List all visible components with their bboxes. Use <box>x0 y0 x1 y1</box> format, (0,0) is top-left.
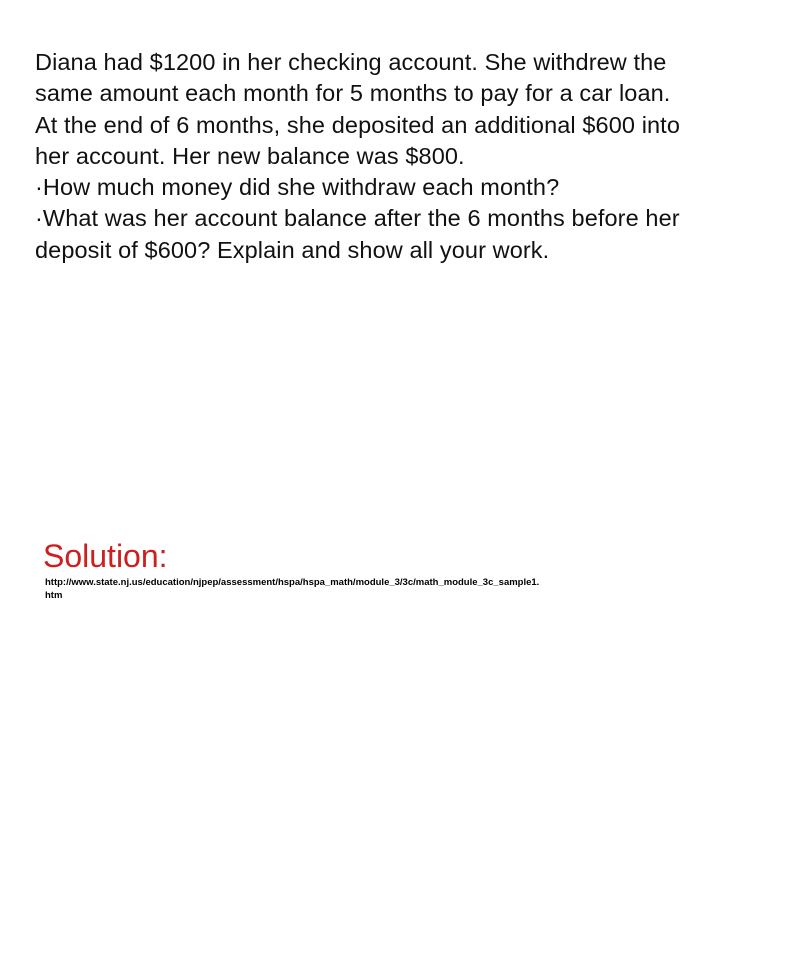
solution-heading: Solution: <box>43 538 168 574</box>
question-2-line: deposit of $600? Explain and show all your work. <box>35 236 550 263</box>
problem-line: her account. Her new balance was $800. <box>35 142 465 169</box>
question-2-line: ·What was her account balance after the 6 months before her <box>35 205 680 232</box>
problem-line: At the end of 6 months, she deposited an additional $600 into <box>35 111 680 138</box>
solution-source-link[interactable] <box>45 576 645 602</box>
link-text-line[interactable]: http://www.state.nj.us/education/njpep/assessment/hspa/hspa_math/module_3/3c/math_module_3c_sample1. <box>45 577 540 588</box>
question-1: ·How much money did she withdraw each month? <box>35 174 560 201</box>
problem-line: Diana had $1200 in her checking account. She withdrew the <box>35 49 667 75</box>
link-text-line[interactable]: htm <box>45 590 63 601</box>
problem-text <box>35 47 775 266</box>
problem-line: same amount each month for 5 months to pay for a car loan. <box>35 80 671 107</box>
